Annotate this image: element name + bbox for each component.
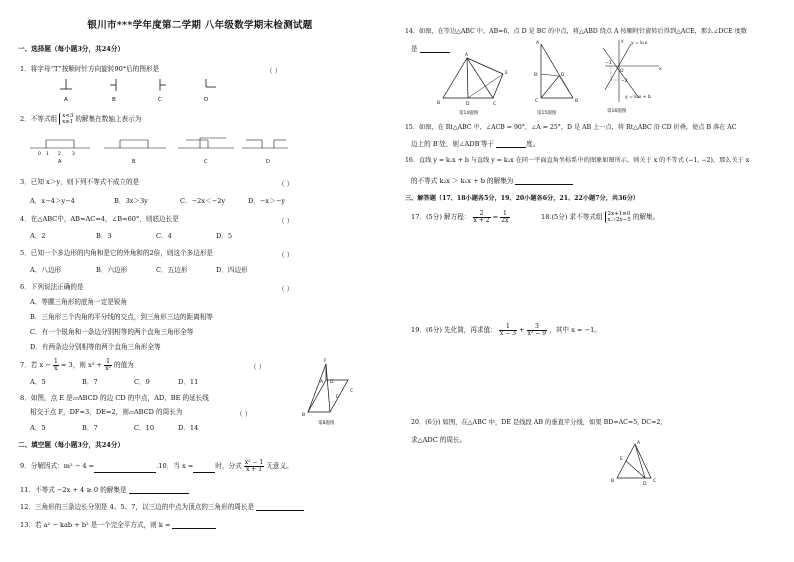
q1-option-d-shape [206,79,216,87]
q6-opt-a: A．等腰三角形的底角一定是锐角 [30,298,128,306]
fig15-label-bprime: B′ [534,73,539,78]
q2-opt-b: B [132,159,136,165]
q5-opt-c: C．五边形 [156,266,188,274]
q2-text: 2．不等式组 x<3 x≥1 的解集在数轴上表示为 [20,113,142,125]
fig20-label-e: E [620,457,623,462]
q8-line2: 相交于点 F，DF=3，DE=2，则▱ABCD 的周长为 [30,408,183,416]
q2-number-lines [30,136,290,164]
fig8-label-b: B [302,413,306,418]
q2-opt-c: C [204,159,208,165]
q19-fraction-1: $\frac{1}{x - 3}$ [499,322,516,337]
q3-opt-a: A．x−4＞y−4 [30,197,75,205]
q1-opt-a: A [64,97,68,103]
q20-line1: 20．(6分) 如图，在△ABC 中，DE 是线段 AB 的垂直平分线，如果 BD=AC=5, DC=2, [411,419,663,426]
q5-opt-b: B．六边形 [96,266,128,274]
q3-opt-c: C．−2x＜−2y [180,197,226,205]
q8-paren: （ ） [236,410,252,418]
figure-16-graph [595,36,665,116]
section3-header: 三、解答题（17、18小题各5分，19、20小题各6分，21、22小题7分，共36分） [405,195,640,202]
q7-paren: （ ） [250,363,266,371]
fig8-caption: 第8题图 [318,421,335,426]
q2-numberline-c [178,138,234,148]
fig16-label-y-k2x-b: y = k₂x + b [625,95,651,100]
fig8-label-e: E [336,395,339,400]
q2-opt-a: A [58,159,62,165]
fig20-label-d: D [643,482,647,487]
left-column [18,0,390,562]
q19-fraction-2: $\frac{3}{\text{x² − 9}}$ [527,322,547,337]
fig20-label-b: B [611,479,615,484]
q4-paren: （ ） [278,217,294,225]
q7-fraction-1: $\frac{1}{x}$ [53,357,58,372]
q9-answer-blank[interactable] [94,466,156,473]
q17-fraction-right: $\frac{1}{2x}$ [501,209,509,224]
q5-opt-a: A．八边形 [30,266,62,274]
q6-opt-d: D．有两条边分别相等的两个直角三角形全等 [30,343,161,351]
q11-answer-blank[interactable] [129,487,189,494]
q13-text: 13．若 a² − kab + b² 是一个完全平方式，则 k = [20,521,216,529]
q7-opt-a: A．5 [30,378,46,386]
fig14-label-a: A [465,53,469,58]
fig20-label-c: C [653,479,657,484]
q17-fraction-left: $\frac{2}{x + 2}$ [473,209,490,224]
fig16-label-x: x [659,67,662,72]
fig8-label-f: F [324,359,327,364]
figure-20-triangle [611,438,671,488]
fig16-caption: 第16题图 [607,109,627,114]
q3-paren: （ ） [278,180,294,188]
q1-option-a-shape [60,79,72,89]
figure-8-parallelogram [296,358,366,428]
fig8-label-a: A [320,380,324,385]
fig14-caption: 第14题图 [459,111,479,116]
q3-opt-d: D．−x＞−y [248,197,285,205]
q4-opt-c: C．4 [156,232,172,240]
q7-opt-c: C．9 [134,378,150,386]
q9-text: 9．分解因式：m² − 4 = .10．当 x = 时，分式 $\frac{\text{x² − 1}}{x + 1}$ 无意义。 [20,458,293,473]
section1-header: 一、选择题（每小题3分，共24分） [18,45,125,53]
fig8-label-c: C [350,389,354,394]
q7-fraction-2: $\frac{1}{\text{x²}}$ [105,357,111,372]
q5-text: 5．已知一个多边形的内角和是它的外角和的2倍，则这个多边形是 [20,249,214,257]
q1-opt-c: C [158,97,162,103]
q16-line2: 的不等式 k₂x ＞ k₁x + b 的解集为 [411,177,573,185]
q4-text: 4．在△ABC中，AB=AC=4，∠B=60°，则底边长是 [20,215,179,223]
q1-opt-b: B [112,97,116,103]
q2-tick-0: 0 [38,152,41,157]
q10-answer-blank[interactable] [193,466,215,473]
q10-fraction: $\frac{\text{x² − 1}}{x + 1}$ [244,458,264,473]
q1-paren: （ ） [266,67,282,75]
q7-opt-d: D．11 [178,378,199,386]
q5-paren: （ ） [278,251,294,259]
q7-opt-b: B．7 [82,378,98,386]
q5-opt-d: D．四边形 [216,266,248,274]
fig16-label-y: y [621,39,624,44]
fig14-label-e: E [505,71,508,76]
fig15-label-b: B [575,99,579,104]
q16-answer-blank[interactable] [515,178,573,185]
q17-text: 17．(5分) 解方程： $\frac{2}{x + 2}$ = $\frac{1}{2x}$ [411,209,509,224]
q3-text: 3．已知 x＞y，则下列不等式不成立的是 [20,178,140,186]
fig14-label-c: C [493,102,497,107]
q8-opt-c: C．10 [134,424,155,432]
q19-text: 19．(6分) 先化简，再求值： $\frac{1}{x - 3}$ + $\frac{3}{\text{x² − 9}}$ ，其中 x = −1。 [411,322,601,337]
right-column [405,0,783,562]
fig16-label-neg2: −2 [621,79,628,84]
q1-option-b-shape [110,79,116,91]
fig15-label-c: C [535,99,539,104]
q3-opt-b: B．3x＞3y [114,197,148,205]
fig15-label-a: A [536,41,540,46]
fig16-label-origin: O [620,69,624,74]
q11-text: 11．不等式 −2x + 4 ≥ 0 的解集是 [20,486,189,494]
q16-line1: 16．直线 y = k₁x + b 与直线 y = k₂x 在同一平面直角坐标系中的图象如图所示，则关于 x 的不等式 (−1, −2)，那么关于 x [405,157,750,164]
fig8-label-d: D [330,380,334,385]
fig20-label-a: A [637,441,641,446]
q2-tick-3: 3 [72,152,75,157]
section2-header: 二、填空题（每小题3分，共24分） [18,441,125,449]
q2-tick-2: 2 [58,152,61,157]
q4-opt-b: B．3 [96,232,112,240]
q2-numberline-d [242,140,288,148]
q2-tick-1: 1 [46,152,49,157]
q1-option-c-shape [160,79,166,91]
q13-answer-blank[interactable] [172,522,216,529]
q4-opt-d: D．5 [216,232,233,240]
q8-opt-d: D．14 [178,424,199,432]
q12-text: 12．三角形的三条边长分别是 4、5、7，以三边的中点为顶点的三角形的周长是 [20,503,304,511]
figure-15-right-triangle [533,38,583,118]
figure-14-triangle [437,52,527,116]
q6-paren: （ ） [278,285,294,293]
q8-opt-a: A．5 [30,424,46,432]
fig16-label-y-k1x: y = k₁x [631,41,648,46]
q8-opt-b: B．7 [82,424,98,432]
q14-line2: 是 [411,45,450,53]
q14-line1: 14．如图，在等边△ABC 中，AB=6，点 D 是 BC 的中点，将△ABD 绕点 A 按顺时针旋转后得到△ACE，那么∠DCE 度数 [405,28,747,35]
q6-opt-b: B．三角形三个内角的平分线的交点，到三角形三边的距离相等 [30,313,213,321]
q15-answer-blank[interactable] [496,141,526,148]
page-title: 银川市***学年度第二学期 八年级数学期末检测试题 [87,20,313,31]
fig15-caption: 第15题图 [537,111,557,116]
q6-opt-c: C．有一个锐角和一条边分别相等的两个直角三角形全等 [30,328,194,336]
q2-opt-d: D [266,159,270,165]
q1-opt-d: D [204,97,209,103]
q18-text: 18.(5分) 求不等式组 2x+1≥0 x＞2x−5 的解集。 [541,211,660,223]
q8-line1: 8．如图，点 E 是▱ABCD 的边 CD 的中点，AD、BE 的延长线 [20,394,209,402]
q15-line1: 15．如图，在 Rt△ABC 中，∠ACB = 90°，∠A = 25°，D 是 AB 上一点，将 Rt△ABC 沿 CD 折叠，使点 B 落在 AC [405,124,737,131]
q7-text: 7．若 x − $\frac{1}{x}$ = 3，则 x² + $\frac{1}{\text{x²}}$ 的值为 [20,357,134,372]
q2-numberline-a [30,140,90,148]
q20-line2: 求△ADC 的周长。 [411,436,467,444]
q6-text: 6．下列说法正确的是 [20,283,84,291]
q18-system-brace: 2x+1≥0 x＞2x−5 [605,211,631,223]
q12-answer-blank[interactable] [256,504,304,511]
q15-line2: 边上的 B′处，则∠ADB′等于 度。 [411,140,540,148]
fig14-label-b: B [437,101,441,106]
q1-text: 1．将字母“T”按顺时针方向旋转90°后的图形是 [20,65,160,73]
q2-system-brace: x<3 x≥1 [59,113,73,125]
fig15-label-d: D [561,73,565,78]
fig14-label-d: D [466,102,470,107]
q1-options-figure [58,77,248,103]
q2-numberline-b [104,140,166,148]
fig16-label-neg1: −1 [605,61,612,66]
q4-opt-a: A．2 [30,232,46,240]
